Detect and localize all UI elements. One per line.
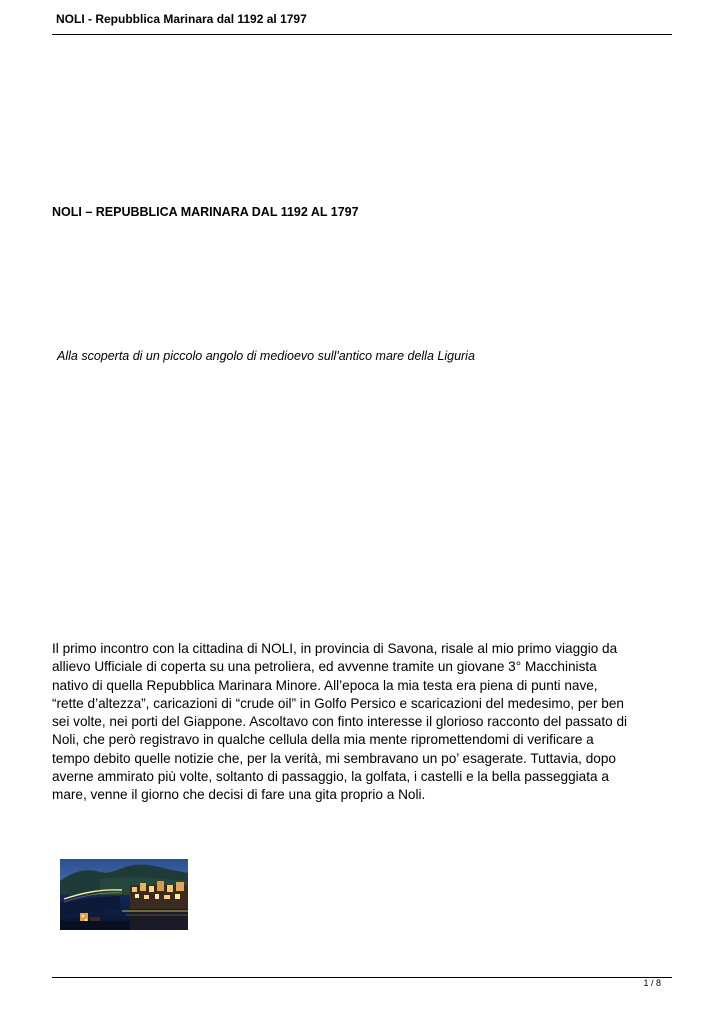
- paragraph-line: averne ammirato più volte, soltanto di passaggio, la golfata, i castelli e la bella passeggiata a: [52, 769, 609, 785]
- paragraph-line: allievo Ufficiale di coperta su una petroliera, ed avvenne tramite un giovane 3° Macchinista: [52, 659, 597, 675]
- paragraph-line: “rette d’altezza”, caricazioni di “crude oil” in Golfo Persico e scaricazioni del medesimo, per ben: [52, 695, 624, 711]
- header-divider: [52, 34, 672, 35]
- paragraph-line: Noli, che però registravo in qualche cellula della mia mente ripromettendomi di verificare a: [52, 732, 594, 748]
- article-paragraph: [52, 640, 677, 805]
- paragraph-line: sei volte, nei porti del Giappone. Ascoltavo con finto interesse il glorioso racconto del passato di: [52, 714, 628, 730]
- footer-divider: [52, 977, 672, 978]
- paragraph-line: mare, venne il giorno che decisi di fare una gita proprio a Noli.: [52, 787, 426, 803]
- page-indicator: 1 / 8: [643, 978, 661, 988]
- paragraph-line: Il primo incontro con la cittadina di NOLI, in provincia di Savona, risale al mio primo viaggio da: [52, 641, 618, 656]
- article-title: NOLI – REPUBBLICA MARINARA DAL 1192 AL 1797: [52, 205, 359, 219]
- paragraph-line: tempo debito quelle notizie che, per la verità, mi sembravano un po’ esagerate. Tuttavia, dopo: [52, 750, 616, 766]
- article-subtitle: Alla scoperta di un piccolo angolo di medioevo sull'antico mare della Liguria: [57, 349, 475, 363]
- running-header-title: NOLI - Repubblica Marinara dal 1192 al 1797: [56, 12, 307, 26]
- noli-night-photo[interactable]: [60, 859, 188, 930]
- paragraph-line: nativo di quella Repubblica Marinara Minore. All’epoca la mia testa era piena di punti nave,: [52, 677, 598, 693]
